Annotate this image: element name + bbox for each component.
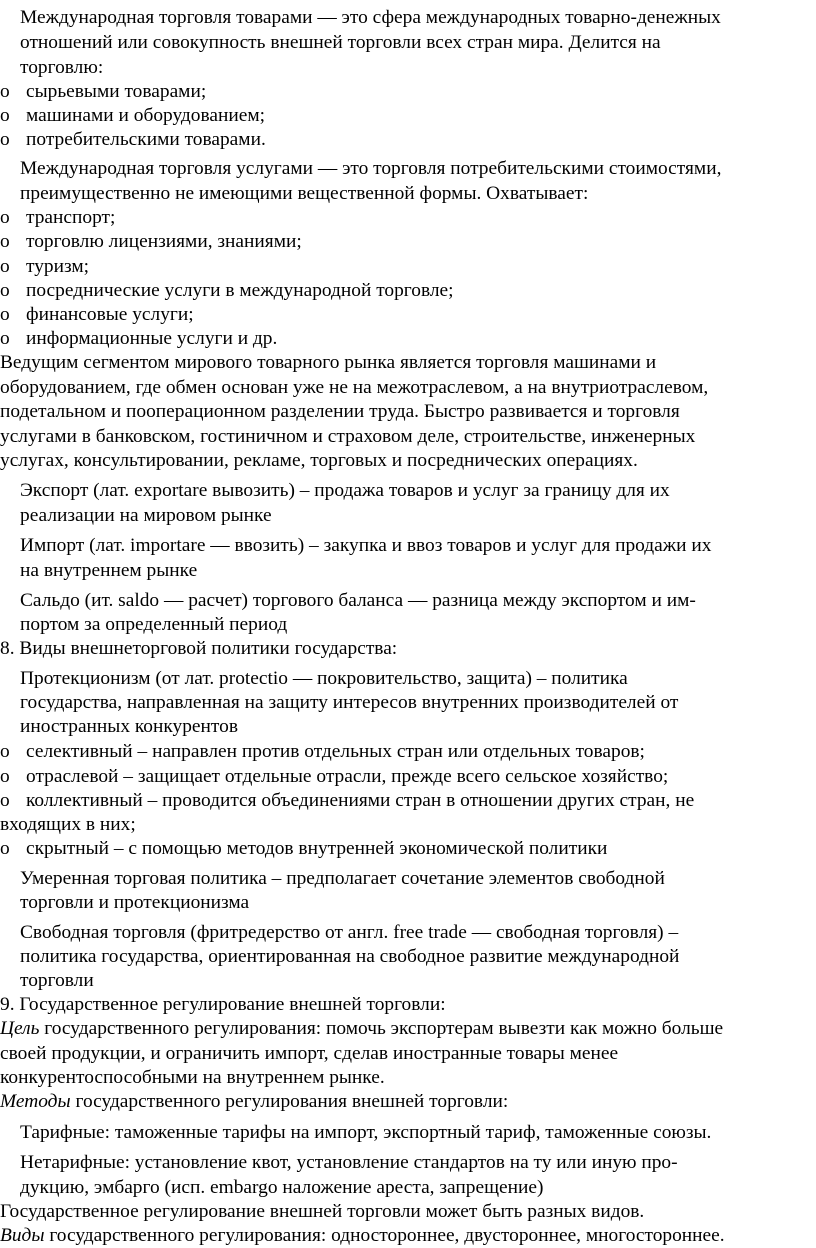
line-text: информационные услуги и др. — [26, 328, 278, 349]
line-text: Международная торговля товарами — это сфера международных товарно-денежных — [20, 7, 721, 28]
bullet-marker: o — [0, 231, 10, 252]
line-text: Нетарифные: установление квот, установление стандартов на ту или иную про- — [20, 1152, 678, 1173]
text-line — [20, 504, 272, 528]
line-text: селективный – направлен против отдельных стран или отдельных товаров; — [26, 741, 645, 762]
text-line — [0, 637, 397, 661]
bullet-marker: o — [0, 741, 10, 762]
list-item-text — [26, 303, 194, 327]
line-text: услугах, консультировании, рекламе, торговых и посреднических операциях. — [0, 450, 638, 471]
list-item-text — [26, 837, 607, 861]
line-text: государства, направленная на защиту интересов внутренних производителей от — [20, 692, 679, 713]
line-text: государственного регулирования: помочь экспортерам вывезти как можно больше — [39, 1018, 724, 1039]
bullet-marker: o — [0, 129, 10, 150]
text-line — [20, 182, 588, 206]
text-line — [20, 667, 628, 691]
bullet-marker: o — [0, 105, 10, 126]
line-text: политика государства, ориентированная на свободное развитие международной — [20, 946, 680, 967]
line-text: своей продукции, и ограничить импорт, сделав иностранные товары менее — [0, 1043, 619, 1064]
line-text: посреднические услуги в международной торговле; — [26, 280, 454, 301]
text-line — [20, 1121, 711, 1145]
line-text: государственного регулирования внешней торговли: — [70, 1091, 509, 1112]
text-line — [0, 1200, 644, 1224]
line-text: Протекционизм (от лат. protectio — покровительство, защита) – политика — [20, 668, 628, 689]
text-line — [20, 891, 249, 915]
list-item-text — [26, 740, 645, 764]
line-text: машинами и оборудованием; — [26, 105, 266, 126]
text-line — [20, 479, 670, 503]
text-line — [20, 921, 678, 945]
text-line — [0, 1042, 618, 1066]
line-text: услугами в банковском, гостиничном и страховом деле, строительстве, инженерных — [0, 426, 696, 447]
line-text: туризм; — [26, 256, 90, 277]
text-line — [20, 613, 287, 637]
line-text: преимущественно не имеющими вещественной формы. Охватывает: — [20, 183, 589, 204]
text-line — [20, 31, 661, 55]
line-text: торговлю: — [20, 57, 104, 78]
line-text: Умеренная торговая политика – предполагает сочетание элементов свободной — [20, 868, 665, 889]
line-text: транспорт; — [26, 207, 116, 228]
line-text: входящих в них; — [0, 814, 136, 835]
line-text: торговлю лицензиями, знаниями; — [26, 231, 302, 252]
text-line — [0, 1017, 723, 1041]
list-item-text — [26, 765, 668, 789]
line-text: отношений или совокупность внешней торговли всех стран мира. Делится на — [20, 32, 661, 53]
text-line — [0, 1066, 385, 1090]
list-item-text — [26, 206, 115, 230]
list-item-text — [26, 789, 694, 813]
list-item-text — [26, 327, 277, 351]
line-text: 9. Государственное регулирование внешней торговли: — [0, 994, 446, 1015]
line-text: отраслевой – защищает отдельные отрасли, прежде всего сельское хозяйство; — [26, 766, 669, 787]
list-item-text — [26, 255, 89, 279]
bullet-marker: o — [0, 304, 10, 325]
line-text: коллективный – проводится объединениями стран в отношении других стран, не — [26, 790, 695, 811]
list-item-text — [26, 230, 302, 254]
line-text: Свободная торговля (фритредерство от англ. free trade — свободная торговля) – — [20, 922, 679, 943]
list-item-text — [26, 80, 206, 104]
line-text: потребительскими товарами. — [26, 129, 266, 150]
italic-term: Цель — [0, 1018, 40, 1039]
bullet-marker: o — [0, 256, 10, 277]
line-text: Ведущим сегментом мирового товарного рынка является торговля машинами и — [0, 352, 657, 373]
text-line — [20, 945, 679, 969]
line-text: торговли — [20, 970, 94, 991]
line-text: государственного регулирования: одностороннее, двустороннее, многостороннее. — [44, 1225, 725, 1246]
list-item-text — [26, 279, 454, 303]
text-line — [20, 157, 721, 181]
line-text: Международная торговля услугами — это торговля потребительскими стоимостями, — [20, 158, 722, 179]
text-line — [20, 534, 711, 558]
line-text: портом за определенный период — [20, 614, 288, 635]
text-line — [0, 351, 656, 375]
line-text: подетальном и пооперационном разделении труда. Быстро развивается и торговля — [0, 401, 680, 422]
text-line — [0, 993, 446, 1017]
text-line — [0, 813, 136, 837]
line-text: Сальдо (ит. saldo — расчет) торгового баланса — разница между экспортом и им- — [20, 590, 696, 611]
line-text: конкурентоспособными на внутреннем рынке. — [0, 1067, 385, 1088]
line-text: Государственное регулирование внешней торговли может быть разных видов. — [0, 1201, 645, 1222]
bullet-marker: o — [0, 81, 10, 102]
list-item-text — [26, 128, 266, 152]
line-text: финансовые услуги; — [26, 304, 194, 325]
line-text: скрытный – с помощью методов внутренней экономической политики — [26, 838, 608, 859]
line-text: на внутреннем рынке — [20, 560, 198, 581]
bullet-marker: o — [0, 790, 10, 811]
text-line — [20, 715, 238, 739]
text-line — [20, 6, 721, 30]
line-text: дукцию, эмбарго (исп. embargo наложение ареста, запрещение) — [20, 1177, 544, 1198]
list-item-text — [26, 104, 265, 128]
text-line — [20, 559, 197, 583]
italic-term: Виды — [0, 1225, 45, 1246]
line-text: Экспорт (лат. exportare вывозить) – продажа товаров и услуг за границу для их — [20, 480, 670, 501]
bullet-marker: o — [0, 280, 10, 301]
line-text: 8. Виды внешнеторговой политики государства: — [0, 638, 398, 659]
text-line — [0, 400, 680, 424]
text-line — [20, 867, 665, 891]
text-line — [20, 1176, 543, 1200]
text-line — [0, 449, 638, 473]
bullet-marker: o — [0, 838, 10, 859]
italic-term: Методы — [0, 1091, 71, 1112]
line-text: иностранных конкурентов — [20, 716, 238, 737]
text-line — [0, 376, 708, 400]
line-text: оборудованием, где обмен основан уже не на межотраслевом, а на внутриотраслевом, — [0, 377, 709, 398]
text-line — [0, 1224, 725, 1248]
line-text: реализации на мировом рынке — [20, 505, 272, 526]
line-text: сырьевыми товарами; — [26, 81, 207, 102]
bullet-marker: o — [0, 328, 10, 349]
text-line — [20, 691, 678, 715]
line-text: торговли и протекционизма — [20, 892, 250, 913]
bullet-marker: o — [0, 207, 10, 228]
text-line — [20, 56, 103, 80]
text-line — [20, 1151, 678, 1175]
line-text: Тарифные: таможенные тарифы на импорт, экспортный тариф, таможенные союзы. — [20, 1122, 712, 1143]
line-text: Импорт (лат. importare — ввозить) – закупка и ввоз товаров и услуг для продажи их — [20, 535, 712, 556]
text-line — [20, 589, 696, 613]
text-line — [20, 969, 94, 993]
text-line — [0, 1090, 508, 1114]
text-line — [0, 425, 695, 449]
bullet-marker: o — [0, 766, 10, 787]
